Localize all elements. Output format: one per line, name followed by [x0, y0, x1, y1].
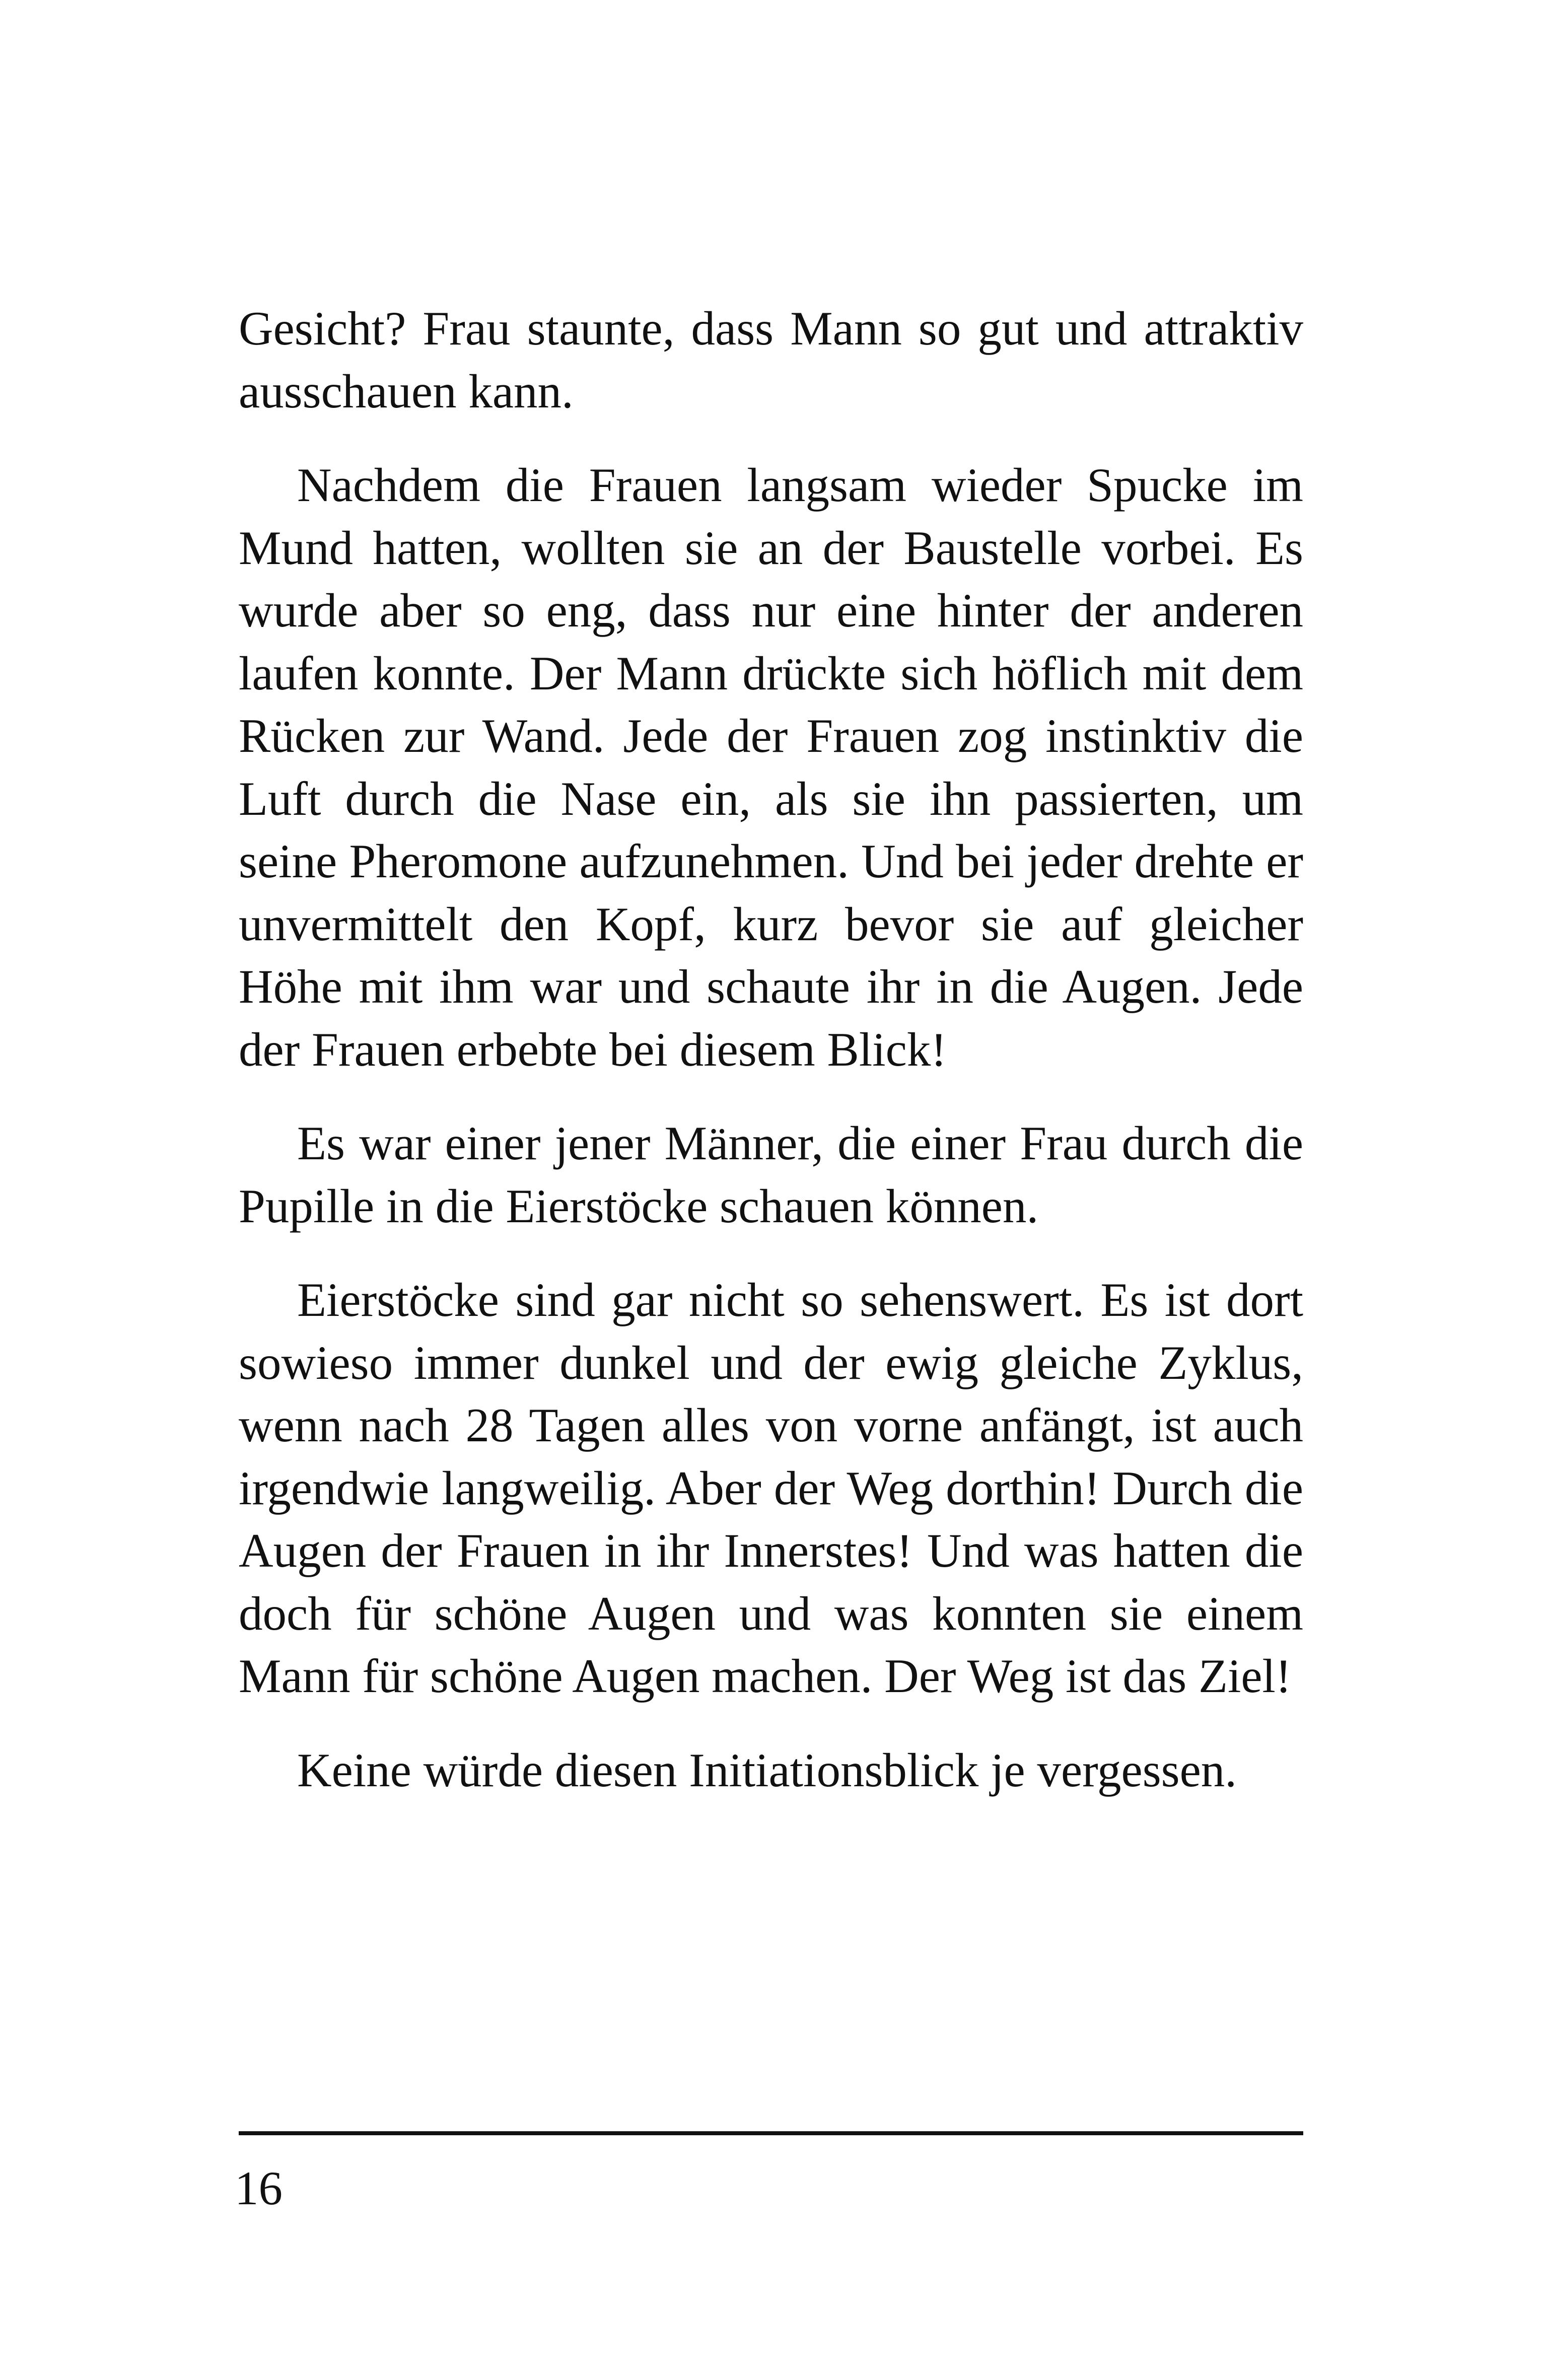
paragraph-continued: Gesicht? Frau staunte, dass Mann so gut und attraktiv ausschauen kann.	[239, 302, 1303, 418]
paragraph: Nachdem die Frauen langsam wieder Spucke im Mund hatten, wollten sie an der Baustelle vorbei. Es wurde aber so eng, dass nur eine hinter der anderen laufen konnte. Der Mann drückte sich höflich mit dem Rücken zur Wand. Jede der Frauen zog instinktiv die Luft durch die Nase ein, als sie ihn passierten, um seine Pheromone aufzunehmen. Und bei jeder drehte er unvermittelt den Kopf, kurz bevor sie auf gleicher Höhe mit ihm war und schaute ihr in die Augen. Jede der Frauen erbebte bei diesem Blick!	[239, 458, 1303, 1076]
paragraph: Eierstöcke sind gar nicht so sehenswert. Es ist dort sowieso immer dunkel und der ewig gleiche Zyklus, wenn nach 28 Tagen alles von vorne anfängt, ist auch irgendwie langweilig. Aber der Weg dorthin! Durch die Augen der Frauen in ihr Innerstes! Und was hatten die doch für schöne Augen und was konnten sie einem Mann für schöne Augen machen. Der Weg ist das Ziel!	[239, 1273, 1303, 1703]
paragraph: Es war einer jener Männer, die einer Frau durch die Pupille in die Eierstöcke schauen können.	[239, 1116, 1303, 1233]
paragraph: Keine würde diesen Initiationsblick je vergessen.	[297, 1743, 1237, 1797]
footer-divider	[239, 2131, 1303, 2135]
body-text	[239, 297, 1303, 1833]
page-number: 16	[235, 2161, 283, 2215]
